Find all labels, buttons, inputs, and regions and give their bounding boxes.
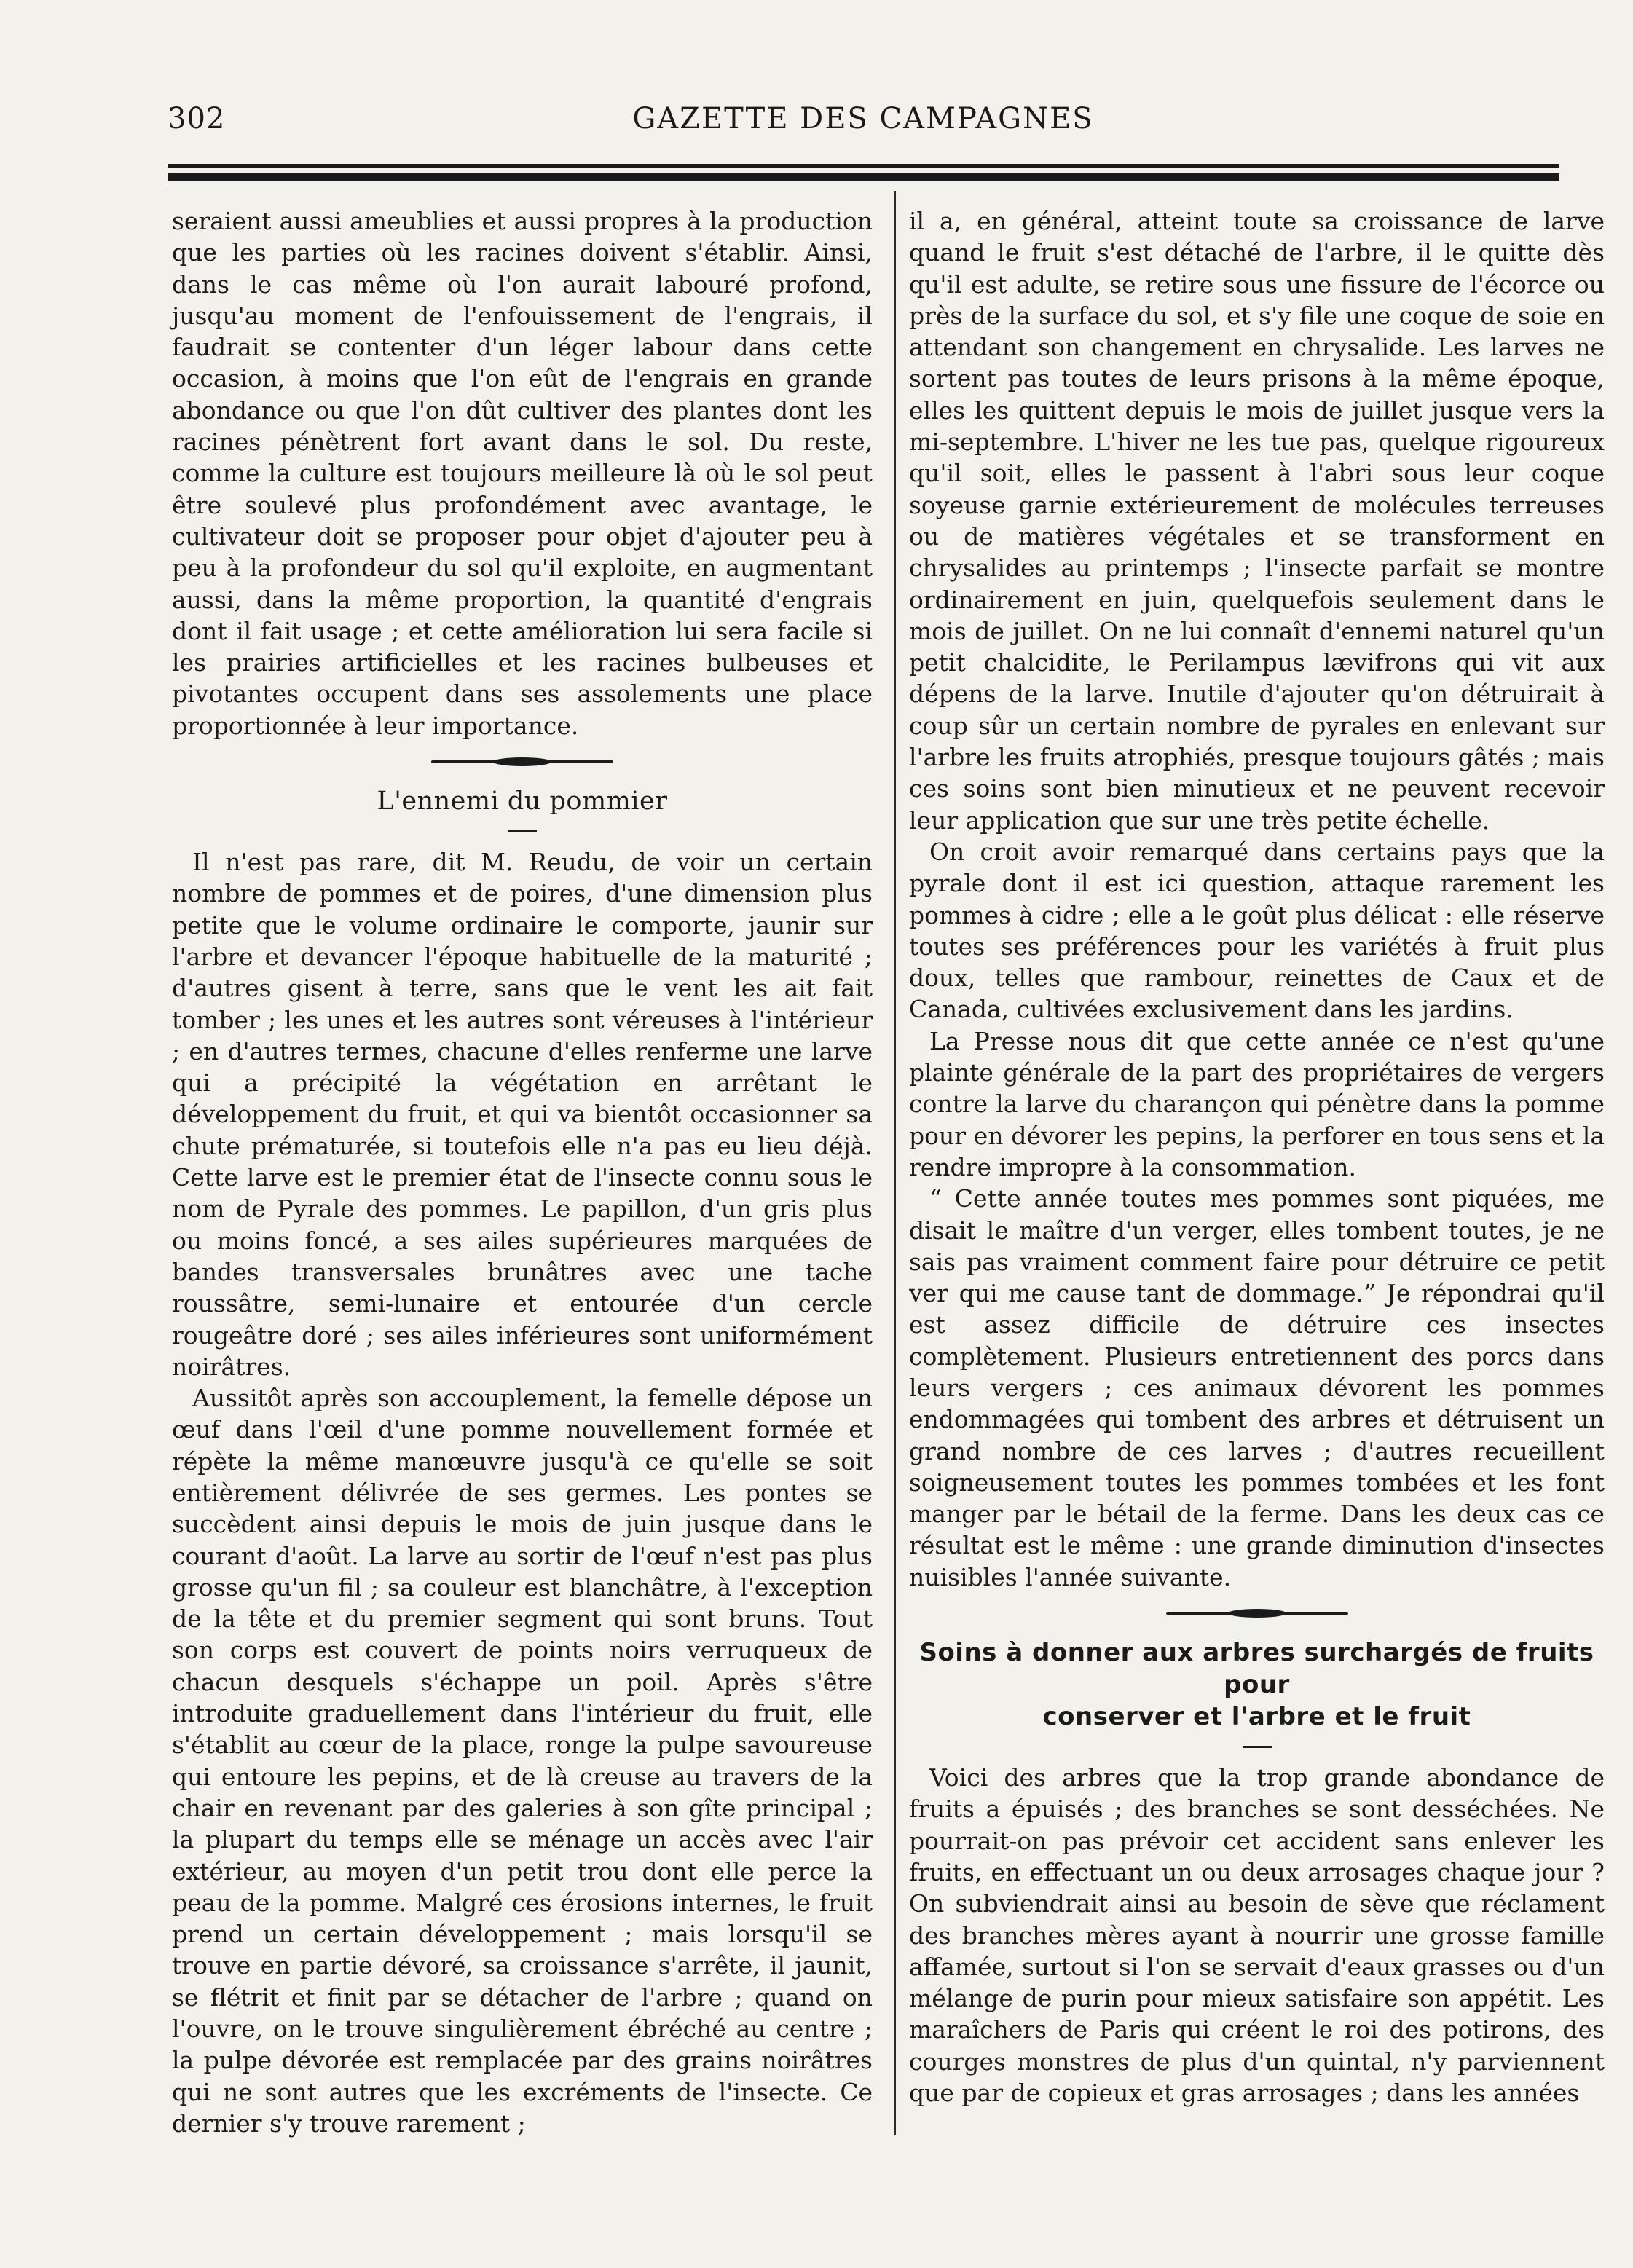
paragraph: seraient aussi ameublies et aussi propres à la production que les parties où les racines doivent s'établir. Ainsi, dans le cas même où l'on aurait labouré profond, jusqu'au moment de l'enfouissement de l'engrais, il faudrait se contenter d'un léger labour dans cette occasion, à moins que l'on eût de l'engrais en grande abondance ou que l'on dût cultiver des plantes dont les racines pénètrent fort avant dans le sol. Du reste, comme la culture est toujours meilleure là où le sol peut être soulevé plus profondément avec avantage, le cultivateur doit se proposer pour objet d'ajouter peu à peu à la profondeur du sol qu'il exploite, en augmentant aussi, dans la même proportion, la quantité d'engrais dont il fait usage ; et cette amélioration lui sera facile si les prairies artificielles et les racines bulbeuses et pivotantes occupent dans ses assolements une place proportionnée à leur importance. — [172, 207, 873, 740]
left-column — [172, 205, 873, 2139]
right-column — [909, 205, 1605, 2108]
paragraph: On croit avoir remarqué dans certains pays que la pyrale dont il est ici question, attaque rarement les pommes à cidre ; elle a le goût plus délicat : elle réserve toutes ses préférences pour les variétés à fruit plus doux, telles que rambour, reinettes de Caux et de Canada, cultivées exclusivement dans les jardins. — [909, 837, 1605, 1024]
page-header — [168, 102, 1559, 146]
header-rule-thick — [168, 173, 1559, 181]
section-ornament — [909, 1593, 1605, 1637]
section-title — [909, 1637, 1605, 1733]
paragraph: “ Cette année toutes mes pommes sont piquées, me disait le maître d'un verger, elles tombent toutes, je ne sais pas vraiment comment faire pour détruire ce petit ver qui me cause tant de dommage.” Je répondrai qu'il est assez difficile de détruire ces insectes complètement. Plusieurs entretiennent des porcs dans leurs vergers ; ces animaux dévorent les pommes endommagées qui tombent des arbres et détruisent un grand nombre de ces larves ; d'autres recueillent soigneusement toutes les pommes tombées et les font manger par le bétail de la ferme. Dans les deux cas ce résultat est le même : une grande diminution d'insectes nuisibles l'année suivante. — [909, 1184, 1605, 1591]
paragraph: La Presse nous dit que cette année ce n'est qu'une plainte générale de la part des propriétaires de vergers contre la larve du charançon qui pénètre dans la pomme pour en dévorer les pepins, la perforer en tous sens et la rendre impropre à la consommation. — [909, 1026, 1605, 1181]
header-rule-thin — [168, 164, 1559, 168]
paragraph: Il n'est pas rare, dit M. Reudu, de voir un certain nombre de pommes et de poires, d'une dimension plus petite que le volume ordinaire le comporte, jaunir sur l'arbre et devancer l'époque habituelle de la maturité ; d'autres gisent à terre, sans que le vent les ait fait tomber ; les unes et les autres sont véreuses à l'intérieur ; en d'autres termes, chacune d'elles renferme une larve qui a précipité la végétation en arrêtant le développement du fruit, et qui va bientôt occasionner sa chute prématurée, si toutefois elle n'a pas eu lieu déjà. Cette larve est le premier état de l'insecte connu sous le nom de Pyrale des pommes. Le papillon, d'un gris plus ou moins foncé, a ses ailes supérieures marquées de bandes transversales brunâtres avec une tache roussâtre, semi-lunaire et entourée d'un cercle rougeâtre doré ; ses ailes inférieures sont uniformément noirâtres. — [172, 848, 873, 1381]
page-number: 302 — [168, 102, 226, 135]
column-divider — [894, 191, 896, 2135]
title-rule — [909, 1733, 1605, 1762]
paragraph: Voici des arbres que la trop grande abondance de fruits a épuisés ; des branches se sont desséchées. Ne pourrait-on pas prévoir cet accident sans enlever les fruits, en effectuant un ou deux arrosages chaque jour ? On subviendrait ainsi au besoin de sève que réclament des branches mères ayant à nourrir une grosse famille affamée, surtout si l'on se servait d'eaux grasses ou d'un mélange de purin pour mieux satisfaire son appétit. Les maraîchers de Paris qui créent le roi des potirons, des courges monstres de plus d'un quintal, n'y parviennent que par de copieux et gras arrosages ; dans les années — [909, 1763, 1605, 2108]
paragraph: il a, en général, atteint toute sa croissance de larve quand le fruit s'est détaché de l'arbre, il le quitte dès qu'il est adulte, se retire sous une fissure de l'écorce ou près de la surface du sol, et s'y file une coque de soie en attendant son changement en chrysalide. Les larves ne sortent pas toutes de leurs prisons à la même époque, elles les quittent depuis le mois de juillet jusque vers la mi-septembre. L'hiver ne les tue pas, quelque rigoureux qu'il soit, elles le passent à l'abri sous leur coque soyeuse garnie extérieurement de molécules terreuses ou de matières végétales et se transforment en chrysalides au printemps ; l'insecte parfait se montre ordinairement en juin, quelquefois seulement dans le mois de juillet. On ne lui connaît d'ennemi naturel qu'un petit chalcidite, le Perilampus lævifrons qui vit aux dépens de la larve. Inutile d'ajouter qu'on détruirait à coup sûr un certain nombre de pyrales en enlevant sur l'arbre les fruits atrophiés, presque toujours gâtés ; mais ces soins sont bien minutieux et ne peuvent recevoir leur application que sur une très petite échelle. — [909, 207, 1605, 835]
section-title-line: Soins à donner aux arbres surchargés de fruits pour — [919, 1638, 1594, 1700]
section-title-line: conserver et l'arbre et le fruit — [1042, 1702, 1471, 1732]
section-ornament — [172, 741, 873, 785]
running-title: GAZETTE DES CAMPAGNES — [632, 102, 1094, 135]
title-rule — [172, 817, 873, 846]
section-title: L'ennemi du pommier — [377, 787, 668, 816]
paragraph: Aussitôt après son accouplement, la femelle dépose un œuf dans l'œil d'une pomme nouvellement formée et répète la même manœuvre jusqu'à ce qu'elle se soit entièrement délivrée de ses germes. Les pontes se succèdent ainsi depuis le mois de juin jusque dans le courant d'août. La larve au sortir de l'œuf n'est pas plus grosse qu'un fil ; sa couleur est blanchâtre, à l'exception de la tête et du premier segment qui sont bruns. Tout son corps est couvert de points noirs verruqueux de chacun desquels s'échappe un poil. Après s'être introduite graduellement dans l'intérieur du fruit, elle s'établit au cœur de la place, ronge la pulpe savoureuse qui entoure les pepins, et de là creuse au travers de la chair en revenant par des galeries à son gîte principal ; la plupart du temps elle se ménage un accès avec l'air extérieur, au moyen d'un petit trou dont elle perce la peau de la pomme. Malgré ces érosions internes, le fruit prend un certain développement ; mais lorsqu'il se trouve en partie dévoré, sa croissance s'arrête, il jaunit, se flétrit et finit par se détacher de l'arbre ; quand on l'ouvre, on le trouve singulièrement ébréché au centre ; la pulpe dévorée est remplacée par des grains noirâtres qui ne sont autres que les excréments de l'insecte. Ce dernier s'y trouve rarement ; — [172, 1384, 873, 2138]
